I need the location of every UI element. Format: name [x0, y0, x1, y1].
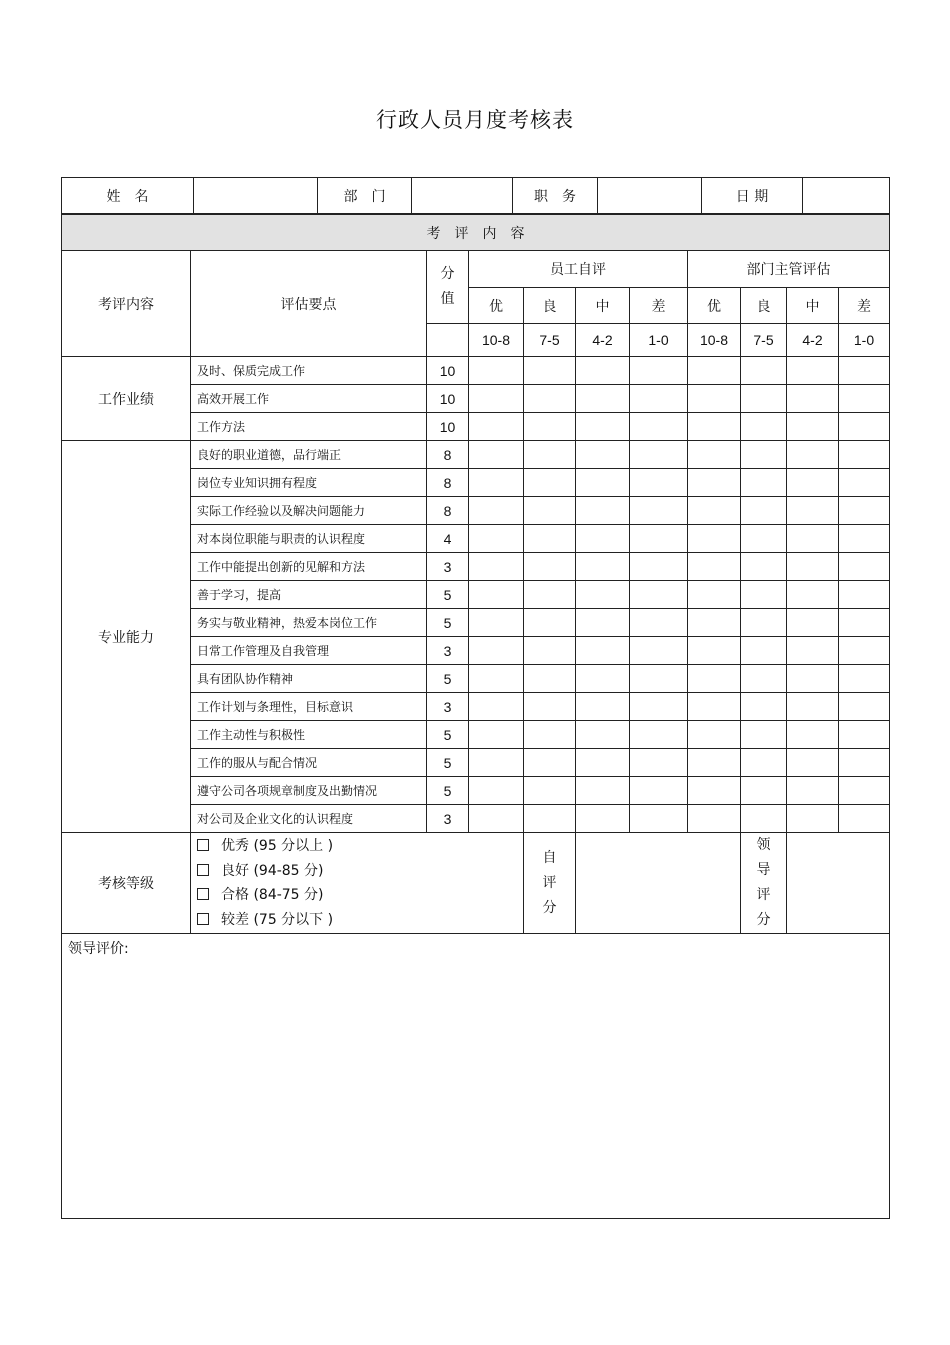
grade-option-label: 合格 (84-75 分)	[221, 887, 324, 903]
rating-cell[interactable]	[524, 525, 576, 553]
table-row	[62, 357, 890, 385]
rating-cell[interactable]	[576, 413, 630, 441]
rating-cell[interactable]	[688, 805, 741, 833]
rating-cell[interactable]	[787, 357, 839, 385]
rating-cell[interactable]	[576, 581, 630, 609]
position-field[interactable]	[598, 178, 702, 214]
rating-cell[interactable]	[469, 749, 524, 777]
grade-option[interactable]	[197, 859, 523, 884]
page-title: 行政人员月度考核表	[376, 108, 574, 132]
rating-cell[interactable]	[524, 357, 576, 385]
rating-cell[interactable]	[630, 357, 688, 385]
checkbox-icon[interactable]	[197, 864, 209, 876]
leader-score-char: 评	[756, 887, 771, 903]
self-eval-header: 员工自评	[469, 251, 688, 288]
checkbox-icon[interactable]	[197, 888, 209, 900]
rating-cell[interactable]	[787, 413, 839, 441]
rating-cell[interactable]	[469, 805, 524, 833]
item-text: 善于学习，提高	[191, 581, 427, 609]
rating-cell[interactable]	[576, 357, 630, 385]
rating-cell[interactable]	[576, 469, 630, 497]
range-poor: 1-0	[630, 324, 688, 357]
rating-cell[interactable]	[688, 581, 741, 609]
rating-cell[interactable]	[741, 525, 787, 553]
rating-cell[interactable]	[839, 665, 890, 693]
rating-cell[interactable]	[787, 749, 839, 777]
rating-cell[interactable]	[630, 385, 688, 413]
rating-cell[interactable]	[839, 385, 890, 413]
rating-cell[interactable]	[630, 413, 688, 441]
rating-cell[interactable]	[469, 693, 524, 721]
rating-cell[interactable]	[839, 749, 890, 777]
checkbox-icon[interactable]	[197, 913, 209, 925]
rating-cell[interactable]	[576, 441, 630, 469]
grade-option-label: 良好 (94-85 分)	[221, 862, 324, 879]
rating-cell[interactable]	[576, 525, 630, 553]
rating-cell[interactable]	[839, 581, 890, 609]
grade-option[interactable]	[197, 834, 523, 859]
item-text: 务实与敬业精神，热爱本岗位工作	[191, 609, 427, 637]
rating-cell[interactable]	[469, 497, 524, 525]
score-header-bottom: 值	[440, 291, 455, 307]
rating-cell[interactable]	[688, 609, 741, 637]
rating-cell[interactable]	[787, 525, 839, 553]
rating-cell[interactable]	[787, 665, 839, 693]
rating-cell[interactable]	[688, 525, 741, 553]
rating-cell[interactable]	[630, 805, 688, 833]
rating-cell[interactable]	[741, 637, 787, 665]
rating-cell[interactable]	[576, 637, 630, 665]
rating-cell[interactable]	[469, 665, 524, 693]
leader-score-char: 导	[756, 862, 771, 878]
rating-cell[interactable]	[630, 469, 688, 497]
rating-cell[interactable]	[839, 609, 890, 637]
item-text: 工作主动性与积极性	[191, 721, 427, 749]
level-poor: 差	[630, 288, 688, 324]
points-header: 评估要点	[191, 251, 427, 357]
grade-option[interactable]	[197, 908, 523, 933]
self-score-field[interactable]	[576, 833, 741, 934]
rating-cell[interactable]	[688, 553, 741, 581]
evaluation-table	[61, 214, 890, 1219]
info-table	[61, 177, 890, 214]
rating-cell[interactable]	[741, 357, 787, 385]
rating-cell[interactable]	[741, 441, 787, 469]
item-text: 岗位专业知识拥有程度	[191, 469, 427, 497]
rating-cell[interactable]	[688, 413, 741, 441]
rating-cell[interactable]	[741, 721, 787, 749]
rating-cell[interactable]	[524, 721, 576, 749]
rating-cell[interactable]	[524, 749, 576, 777]
range-poor: 1-0	[839, 324, 890, 357]
rating-cell[interactable]	[469, 413, 524, 441]
rating-cell[interactable]	[524, 441, 576, 469]
rating-cell[interactable]	[787, 637, 839, 665]
rating-cell[interactable]	[688, 721, 741, 749]
rating-cell[interactable]	[688, 777, 741, 805]
rating-cell[interactable]	[524, 609, 576, 637]
rating-cell[interactable]	[741, 749, 787, 777]
rating-cell[interactable]	[741, 497, 787, 525]
item-score: 5	[427, 609, 469, 637]
group-label: 专业能力	[62, 441, 191, 833]
group-label: 工作业绩	[62, 357, 191, 441]
rating-cell[interactable]	[688, 693, 741, 721]
rating-cell[interactable]	[576, 693, 630, 721]
rating-cell[interactable]	[630, 665, 688, 693]
rating-cell[interactable]	[576, 777, 630, 805]
leader-comment-area[interactable]	[62, 934, 890, 1219]
rating-cell[interactable]	[469, 553, 524, 581]
item-score: 8	[427, 497, 469, 525]
range-medium: 4-2	[787, 324, 839, 357]
date-field[interactable]	[803, 178, 890, 214]
rating-cell[interactable]	[469, 777, 524, 805]
item-score: 10	[427, 413, 469, 441]
rating-cell[interactable]	[741, 805, 787, 833]
rating-cell[interactable]	[741, 609, 787, 637]
item-text: 日常工作管理及自我管理	[191, 637, 427, 665]
rating-cell[interactable]	[630, 441, 688, 469]
item-score: 5	[427, 721, 469, 749]
self-score-char: 自	[542, 849, 557, 866]
rating-cell[interactable]	[524, 665, 576, 693]
rating-cell[interactable]	[787, 693, 839, 721]
rating-cell[interactable]	[576, 385, 630, 413]
score-range-blank	[427, 324, 469, 357]
rating-cell[interactable]	[787, 441, 839, 469]
item-score: 5	[427, 777, 469, 805]
item-text: 高效开展工作	[191, 385, 427, 413]
rating-cell[interactable]	[839, 497, 890, 525]
level-good: 良	[741, 288, 787, 324]
rating-cell[interactable]	[741, 413, 787, 441]
level-medium: 中	[576, 288, 630, 324]
rating-cell[interactable]	[524, 581, 576, 609]
rating-cell[interactable]	[839, 777, 890, 805]
item-text: 及时、保质完成工作	[191, 357, 427, 385]
date-label: 日 期	[702, 178, 803, 214]
rating-cell[interactable]	[576, 665, 630, 693]
manager-eval-header: 部门主管评估	[688, 251, 890, 288]
score-header	[427, 251, 469, 324]
grade-label: 考核等级	[62, 833, 191, 934]
rating-cell[interactable]	[630, 497, 688, 525]
rating-cell[interactable]	[688, 637, 741, 665]
rating-cell[interactable]	[839, 553, 890, 581]
range-good: 7-5	[741, 324, 787, 357]
rating-cell[interactable]	[630, 693, 688, 721]
rating-cell[interactable]	[787, 553, 839, 581]
rating-cell[interactable]	[524, 413, 576, 441]
leader-comment-label: 领导评价:	[68, 941, 129, 957]
rating-cell[interactable]	[741, 693, 787, 721]
range-excellent: 10-8	[469, 324, 524, 357]
rating-cell[interactable]	[469, 441, 524, 469]
rating-cell[interactable]	[839, 525, 890, 553]
rating-cell[interactable]	[630, 721, 688, 749]
dept-field[interactable]	[412, 178, 513, 214]
leader-score-char: 分	[756, 912, 771, 928]
section-header: 考 评 内 容	[62, 215, 890, 251]
item-score: 3	[427, 693, 469, 721]
item-score: 10	[427, 357, 469, 385]
rating-cell[interactable]	[524, 469, 576, 497]
score-header-top: 分	[440, 266, 455, 282]
self-score-char: 分	[542, 899, 557, 916]
item-text: 工作计划与条理性，目标意识	[191, 693, 427, 721]
item-score: 3	[427, 553, 469, 581]
item-score: 5	[427, 749, 469, 777]
rating-cell[interactable]	[787, 469, 839, 497]
item-score: 10	[427, 385, 469, 413]
level-medium: 中	[787, 288, 839, 324]
content-header: 考评内容	[62, 251, 191, 357]
rating-cell[interactable]	[576, 721, 630, 749]
item-score: 8	[427, 469, 469, 497]
item-text: 对公司及企业文化的认识程度	[191, 805, 427, 833]
rating-cell[interactable]	[787, 385, 839, 413]
rating-cell[interactable]	[524, 497, 576, 525]
rating-cell[interactable]	[839, 693, 890, 721]
rating-cell[interactable]	[630, 581, 688, 609]
rating-cell[interactable]	[787, 721, 839, 749]
rating-cell[interactable]	[469, 637, 524, 665]
rating-cell[interactable]	[469, 581, 524, 609]
item-text: 工作中能提出创新的见解和方法	[191, 553, 427, 581]
rating-cell[interactable]	[576, 497, 630, 525]
rating-cell[interactable]	[741, 777, 787, 805]
rating-cell[interactable]	[839, 441, 890, 469]
rating-cell[interactable]	[688, 385, 741, 413]
item-text: 具有团队协作精神	[191, 665, 427, 693]
dept-label: 部 门	[318, 178, 412, 214]
checkbox-icon[interactable]	[197, 839, 209, 851]
rating-cell[interactable]	[839, 469, 890, 497]
rating-cell[interactable]	[688, 441, 741, 469]
rating-cell[interactable]	[630, 525, 688, 553]
rating-cell[interactable]	[688, 357, 741, 385]
rating-cell[interactable]	[741, 553, 787, 581]
rating-cell[interactable]	[469, 609, 524, 637]
rating-cell[interactable]	[741, 385, 787, 413]
range-good: 7-5	[524, 324, 576, 357]
rating-cell[interactable]	[524, 553, 576, 581]
rating-cell[interactable]	[630, 749, 688, 777]
item-score: 5	[427, 581, 469, 609]
rating-cell[interactable]	[576, 805, 630, 833]
item-text: 工作的服从与配合情况	[191, 749, 427, 777]
item-score: 3	[427, 637, 469, 665]
self-score-label	[524, 833, 576, 934]
rating-cell[interactable]	[576, 749, 630, 777]
rating-cell[interactable]	[688, 749, 741, 777]
rating-cell[interactable]	[576, 609, 630, 637]
rating-cell[interactable]	[524, 637, 576, 665]
rating-cell[interactable]	[839, 721, 890, 749]
rating-cell[interactable]	[469, 525, 524, 553]
range-excellent: 10-8	[688, 324, 741, 357]
name-field[interactable]	[194, 178, 318, 214]
level-good: 良	[524, 288, 576, 324]
name-label: 姓 名	[62, 178, 194, 214]
rating-cell[interactable]	[688, 497, 741, 525]
leader-score-field[interactable]	[787, 833, 890, 934]
rating-cell[interactable]	[839, 805, 890, 833]
item-text: 实际工作经验以及解决问题能力	[191, 497, 427, 525]
rating-cell[interactable]	[524, 693, 576, 721]
range-medium: 4-2	[576, 324, 630, 357]
item-text: 遵守公司各项规章制度及出勤情况	[191, 777, 427, 805]
rating-cell[interactable]	[839, 413, 890, 441]
rating-cell[interactable]	[787, 581, 839, 609]
rating-cell[interactable]	[630, 777, 688, 805]
grade-option-label: 优秀 (95 分以上 )	[221, 838, 334, 854]
rating-cell[interactable]	[787, 805, 839, 833]
rating-cell[interactable]	[469, 469, 524, 497]
table-row	[62, 441, 890, 469]
rating-cell[interactable]	[524, 805, 576, 833]
self-score-char: 评	[542, 874, 557, 891]
rating-cell[interactable]	[741, 469, 787, 497]
rating-cell[interactable]	[839, 357, 890, 385]
rating-cell[interactable]	[630, 553, 688, 581]
item-text: 工作方法	[191, 413, 427, 441]
grade-options	[191, 833, 524, 934]
rating-cell[interactable]	[524, 385, 576, 413]
rating-cell[interactable]	[787, 777, 839, 805]
rating-cell[interactable]	[688, 469, 741, 497]
rating-cell[interactable]	[630, 637, 688, 665]
rating-cell[interactable]	[524, 777, 576, 805]
rating-cell[interactable]	[469, 385, 524, 413]
rating-cell[interactable]	[787, 609, 839, 637]
level-excellent: 优	[688, 288, 741, 324]
rating-cell[interactable]	[787, 497, 839, 525]
leader-score-char: 领	[756, 837, 771, 853]
grade-option-label: 较差 (75 分以下 )	[221, 911, 334, 928]
item-text: 对本岗位职能与职责的认识程度	[191, 525, 427, 553]
leader-score-label	[741, 833, 787, 934]
rating-cell[interactable]	[741, 665, 787, 693]
level-poor: 差	[839, 288, 890, 324]
rating-cell[interactable]	[576, 553, 630, 581]
grade-option[interactable]	[197, 883, 523, 908]
item-score: 3	[427, 805, 469, 833]
level-excellent: 优	[469, 288, 524, 324]
rating-cell[interactable]	[630, 609, 688, 637]
rating-cell[interactable]	[469, 721, 524, 749]
position-label: 职 务	[513, 178, 598, 214]
item-text: 良好的职业道德，品行端正	[191, 441, 427, 469]
item-score: 8	[427, 441, 469, 469]
item-score: 4	[427, 525, 469, 553]
rating-cell[interactable]	[688, 665, 741, 693]
rating-cell[interactable]	[839, 637, 890, 665]
item-score: 5	[427, 665, 469, 693]
rating-cell[interactable]	[469, 357, 524, 385]
rating-cell[interactable]	[741, 581, 787, 609]
